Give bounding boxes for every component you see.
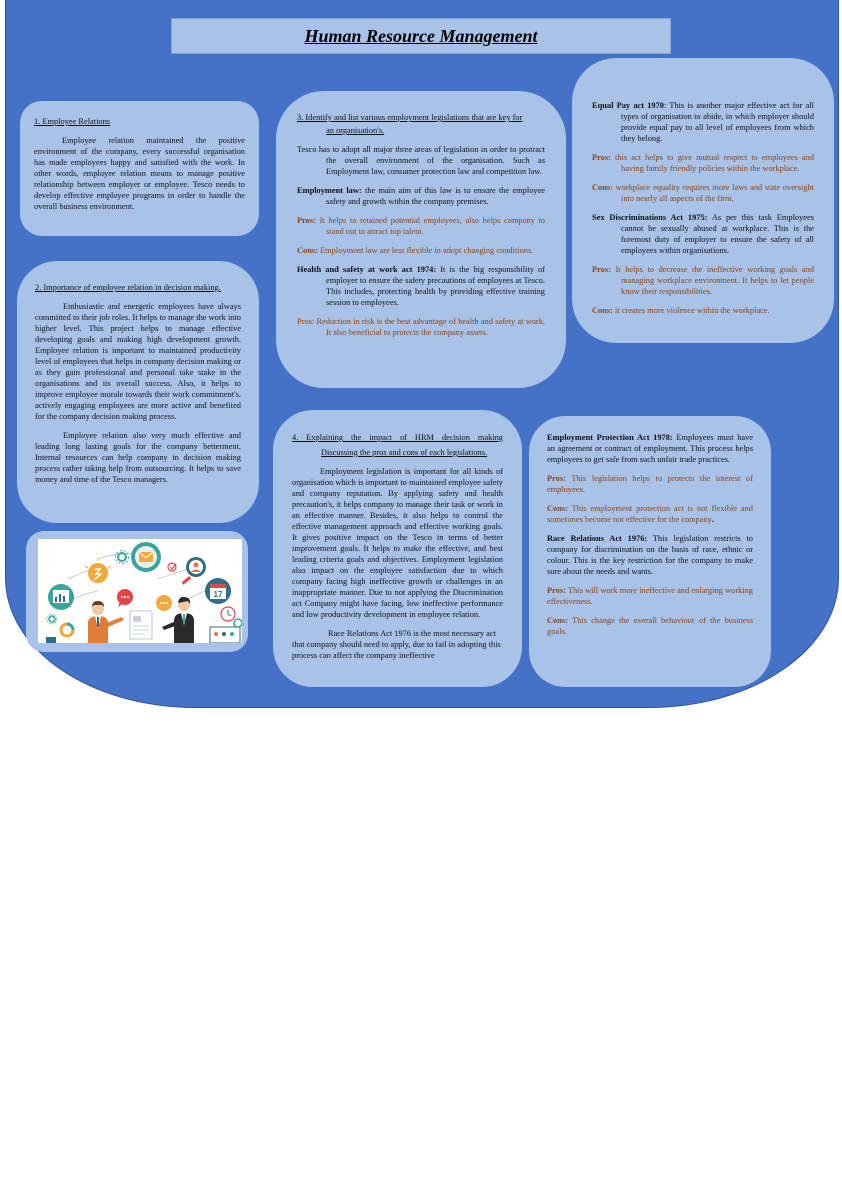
pros-text: It helps to retained potential employees, also helps company to stand out to attract top talent. xyxy=(315,216,545,236)
hrm-impact-heading-line-2: Discussing the pros and cons of each legislations. xyxy=(321,448,488,457)
pros-text: This legislation helps to protects the interest of employees. xyxy=(547,474,753,494)
employment-legislations-panel xyxy=(276,91,566,388)
race-relations-pros xyxy=(547,585,753,607)
employment-protection-cons xyxy=(547,503,753,525)
speech-bubble-icon xyxy=(117,589,133,607)
employee-relations-heading: 1. Employee Relations xyxy=(34,117,111,126)
cons-label: Cons: xyxy=(297,246,318,255)
hrm-impact-paragraph-2: Race Relations Act 1976 is the most necessary act that company should need to apply, due to fail in adopting this process can affect the company ineffective xyxy=(292,629,501,660)
title-banner xyxy=(171,18,671,54)
cons-label: Cons: xyxy=(592,183,613,192)
pros-label: Pros: xyxy=(592,265,611,274)
employment-protection-text: Employees must have an agreement or contract of employment. This process helps employees to get safe from such unfair trade practices. xyxy=(547,433,753,464)
employment-law-text: the main aim of this law is to ensure the employee safety and growth within the company premises. xyxy=(326,186,546,206)
health-safety-item xyxy=(297,264,545,308)
sex-discrimination-text: As per this task Employees cannot be sexually abused at workplace. This is the foremost duty of employer to ensure the safety of all employees within organisations. xyxy=(621,213,814,255)
decision-making-paragraph-2: Employee relation also very much effective and leading long lasting goals for the company betterment. Internal resources can help company in decision making process rather taking help from outsourcing. It helps to save money and time of the Tesco managers. xyxy=(35,431,241,484)
hrm-impact-paragraph-1: Employment legislation is important for all kinds of organisation which is important to maintained employee safety and company reputation. By applying safety and health precaution's, it helps company to manage their task or work in an effective manner. Besides, it also helps to control the effective management approach and effective working goals. It gives positive impact on the Tesco in terms of better improvement goals. It helps to make the effective, and best leading criteria goals and objectives. Employment legislation also impact on the employee satisfaction due to which company facing high ineffective growth or challenges in an inappropriate manner. Due to not applying the Discrimination act Company might have facing, low ineffective performance and low productivity development in employee relation. xyxy=(292,467,503,619)
hrm-impact-heading-line-1: 4. Explaining the impact of HRM decision making xyxy=(292,433,503,442)
equal-pay-label: Equal Pay act 1970 xyxy=(592,101,664,110)
pros-text: this act helps to give mutual respect to employees and having family friendly policies within the workplace. xyxy=(610,153,814,173)
health-safety-label: Health and safety at work act 1974: xyxy=(297,265,437,274)
illustration-panel xyxy=(26,531,248,652)
decision-making-paragraph-1: Enthusiastic and energetic employees have always committed to their job roles. It helps to manage the work into higher level. This project helps to manage effective developing goals and making high development growth. Employee relation is important to maintained productivity level of employees that helps in company decision making or as they gain professional and personal take stake in the organisations and its overall success. Also, it helps to improve employee morale towards their work commitment's. actively engaging employees are more active and benefited for the company decision making process. xyxy=(35,302,241,421)
cons-text: This change the overall behaviour of the business goals. xyxy=(547,616,753,636)
equal-pay-pros xyxy=(592,152,814,174)
calendar-number: 17 xyxy=(213,590,223,599)
employment-protection-label: Employment Protection Act 1978: xyxy=(547,433,673,442)
envelope-icon xyxy=(131,542,161,572)
health-safety-text: It is the big responsibility of employer to ensure the safety precautions of employees at Tesco. This includes, protecting health by providing effective training session to employees. xyxy=(326,265,545,307)
pencil-icon xyxy=(182,576,192,585)
employee-relations-body: Employee relation maintained the positive environment of the company, every successful organisation has made employees happy and satisfied with the work. In other words, employee relation means to manage positive relationship between employer or employee. Tesco needs to develop effective employee programs in order to handle the overall business environment. xyxy=(34,136,245,211)
businessman-left xyxy=(88,601,124,643)
hr-illustration xyxy=(38,539,242,643)
employment-law-item xyxy=(297,185,545,207)
hr-illustration-graphic xyxy=(38,539,242,643)
employee-relations-panel xyxy=(20,101,259,236)
employee-relation-decision-panel xyxy=(17,261,259,523)
pros-label: Pros: xyxy=(547,474,566,483)
employment-protection-panel xyxy=(529,416,771,687)
sex-discrimination-pros xyxy=(592,264,814,297)
page-title: Human Resource Management xyxy=(304,25,538,46)
cons-text: workplace equality requires more laws and state oversight into nearly all aspects of the firm. xyxy=(612,183,814,203)
chart-icon xyxy=(48,584,74,610)
sex-discrimination-cons xyxy=(592,305,814,316)
employment-protection-pros xyxy=(547,473,753,495)
speech-bubble-icon xyxy=(156,595,172,611)
employment-law-pros xyxy=(297,215,545,237)
legislations-intro: Tesco has to adopt all major three areas of legislation in order to protract the overall environment of the organisation. Such as Employment law, consumer protection law and competition law. xyxy=(297,145,545,176)
pros-text: This will work more ineffective and enlarging working effectiveness. xyxy=(547,586,753,606)
clock-icon xyxy=(221,607,235,621)
small-box-icon xyxy=(46,637,56,643)
lightbulb-icon xyxy=(85,558,111,583)
pros-label: Pros: xyxy=(592,153,611,162)
race-relations-label: Race Relations Act 1976: xyxy=(547,534,648,543)
equal-pay-panel xyxy=(572,58,834,343)
pros-text: It helps to decrease the ineffective working goals and managing workplace environment. It helps to let people know their responsibilities. xyxy=(610,265,814,296)
race-relations-item xyxy=(547,533,753,577)
legislations-heading-line-2: an organisation's. xyxy=(326,126,385,135)
cons-text: This employment protection act is not flexible and sometimes become not effective for the company xyxy=(547,504,753,524)
health-safety-pros: Pros: Reduction in risk is the best advantage of health and safety at work. It also beneficial to protects the company assets. xyxy=(297,317,545,337)
equal-pay-text: : This is another major effective act for all types of organisation to abide, in which employer should provide equal pay to all level of employees from which they belong. xyxy=(621,101,814,143)
cons-text: it creates more violence within the workplace. xyxy=(612,306,770,315)
employment-law-label: Employment law: xyxy=(297,186,362,195)
hrm-impact-panel xyxy=(273,410,522,687)
gear-icon xyxy=(116,551,129,564)
decision-making-heading: 2. Importance of employee relation in decision making. xyxy=(35,283,221,292)
small-gear-icon xyxy=(47,614,57,624)
race-relations-text: This legislation restricts to company for discrimination on the basis of race, ethnic or colour. This is the key restriction for the company to make sure about the needs and wants. xyxy=(547,534,753,576)
cons-label: Cons: xyxy=(547,504,568,513)
document-icon xyxy=(130,611,152,639)
race-relations-cons xyxy=(547,615,753,637)
donut-chart-icon xyxy=(61,624,73,636)
employment-protection-item xyxy=(547,432,753,465)
small-circle-icon xyxy=(234,619,242,627)
sex-discrimination-item xyxy=(592,212,814,256)
cons-label: Cons: xyxy=(547,616,568,625)
employment-law-cons xyxy=(297,245,545,256)
pros-label: Pros: xyxy=(297,216,316,225)
calendar-icon xyxy=(205,578,231,604)
legislations-heading-line-1: 3. Identify and list various employment legislations that are key for xyxy=(297,113,523,122)
sex-discrimination-label: Sex Discriminations Act 1975: xyxy=(592,213,708,222)
equal-pay-cons xyxy=(592,182,814,204)
checkmark-icon xyxy=(168,563,176,571)
person-icon xyxy=(186,557,206,577)
id-card-icon xyxy=(210,627,240,643)
equal-pay-item xyxy=(592,100,814,144)
cons-end: . xyxy=(711,515,715,524)
cons-text: Employment law are less flexible in adopt changing conditions. xyxy=(317,246,534,255)
pros-label: Pros: xyxy=(547,586,566,595)
cons-label: Cons: xyxy=(592,306,613,315)
